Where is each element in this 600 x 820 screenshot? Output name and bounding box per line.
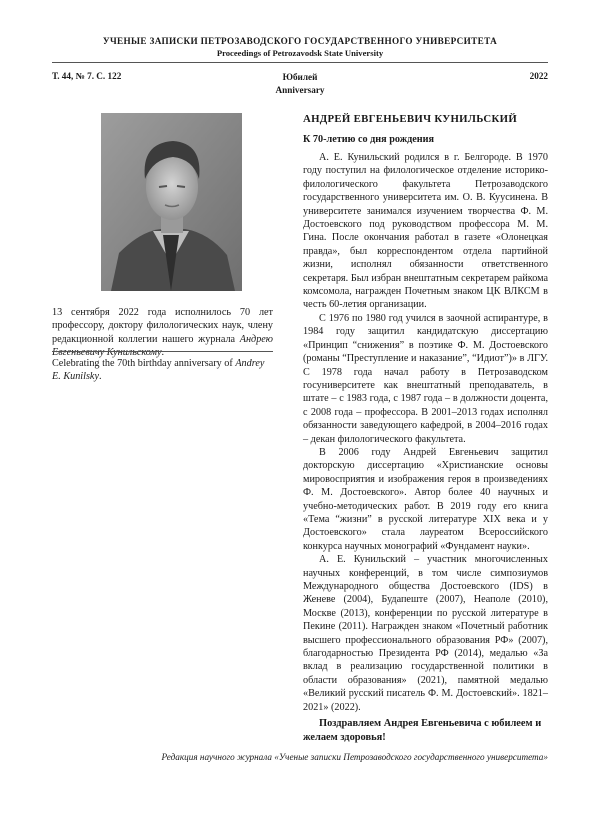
article-title: АНДРЕЙ ЕВГЕНЬЕВИЧ КУНИЛЬСКИЙ bbox=[303, 113, 518, 125]
caption-en-text: Celebrating the 70th birthday anniversary of bbox=[52, 358, 236, 369]
caption-ru-name: Андрею Евгеньевичу Кунильскому bbox=[52, 333, 273, 359]
caption-en-name: Andrey E. Kunilsky bbox=[52, 358, 265, 383]
photo-caption-en bbox=[52, 357, 273, 384]
caption-en-end: . bbox=[98, 371, 102, 383]
section-en: Anniversary bbox=[275, 85, 325, 95]
article-body bbox=[303, 151, 548, 714]
paragraph: А. Е. Кунильский – участник многочисленных научных конференций, в том числе симпозиумов Международного общества Достоевского (IDS) в Женеве (2004), Будапеште (2007), Неаполе (2010), Москве (2013), конференции по русской литературе в Пекине (2011). Награжден знаком «Почетный работник высшего профессионального образования РФ» (2007), благодарностью Президента РФ (2014), медалью «За вклад в реализацию государственной политики в области образования» (2021), памятной медалью «Великий русский писатель Ф. М. Достоевский». 1821–2021» (2022). bbox=[303, 554, 548, 713]
volume-info: Т. 44, № 7. С. 122 bbox=[52, 71, 122, 81]
caption-ru-text: 13 сентября 2022 года исполнилось 70 лет профессору, доктору филологических наук, члену редакционной коллегии нашего журнала bbox=[52, 307, 273, 345]
journal-subtitle: Proceedings of Petrozavodsk State University bbox=[216, 48, 384, 58]
portrait-photo bbox=[101, 113, 242, 291]
header-divider bbox=[52, 62, 548, 63]
editorial-signature: Редакция научного журнала «Ученые записки Петрозаводского государственного университета» bbox=[161, 752, 548, 762]
section-heading bbox=[200, 71, 400, 97]
paragraph: А. Е. Кунильский родился в г. Белгороде. В 1970 году поступил на филологическое отделение историко-филологического факультета Петрозаводского государственного университета им. О. В. Куусинена. В университете занимался изучением творчества Ф. М. Достоевского под руководством профессора М. М. Гина. После окончания работал в газете «Олонецкая правда», был корреспондентом отдела партийной жизни, исполнял обязанности ответственного секретаря. Был избран внештатным секретарем райкома комсомола, награжден Почетным знаком ЦК ВЛКСМ в честь 60-летия организации. bbox=[303, 152, 548, 311]
article-subtitle: К 70-летию со дня рождения bbox=[303, 134, 435, 145]
section-ru: Юбилей bbox=[282, 72, 318, 82]
caption-ru-end: . bbox=[161, 347, 165, 359]
congratulations: Поздравляем Андрея Евгеньевича с юбилеем и желаем здоровья! bbox=[303, 718, 542, 743]
paragraph: В 2006 году Андрей Евгеньевич защитил докторскую диссертацию «Христианские основы мировосприятия и изображения героя в произведениях Ф. М. Достоевского». Автор более 40 научных и учебно-методических работ. В 2019 году его книга «Тема “жизни” в русской литературе XIX века и у Достоевского» стала лауреатом Всероссийского конкурса научных монографий «Фундамент науки». bbox=[303, 446, 548, 552]
caption-divider bbox=[52, 351, 273, 352]
paragraph: С 1976 по 1980 год учился в заочной аспирантуре, в 1984 году защитил кандидатскую диссертацию «Принцип “снижения” в поэтике Ф. М. Достоевского (романы “Преступление и наказание”, “Идиот”)» в ЛГУ. С 1978 года начал работу в Петрозаводском госуниверситете как внештатный преподаватель, в штате – с 1983 года, с 1987 года – в должности доцента, с 2008 года – профессора. В 2001–2013 годах исполнял обязанности заведующего кафедрой, в 2004–2016 годах – декан филологического факультета. bbox=[303, 312, 548, 445]
journal-header bbox=[0, 36, 600, 58]
year: 2022 bbox=[529, 71, 548, 81]
journal-title: УЧЕНЫЕ ЗАПИСКИ ПЕТРОЗАВОДСКОГО ГОСУДАРСТВЕННОГО УНИВЕРСИТЕТА bbox=[102, 36, 498, 46]
